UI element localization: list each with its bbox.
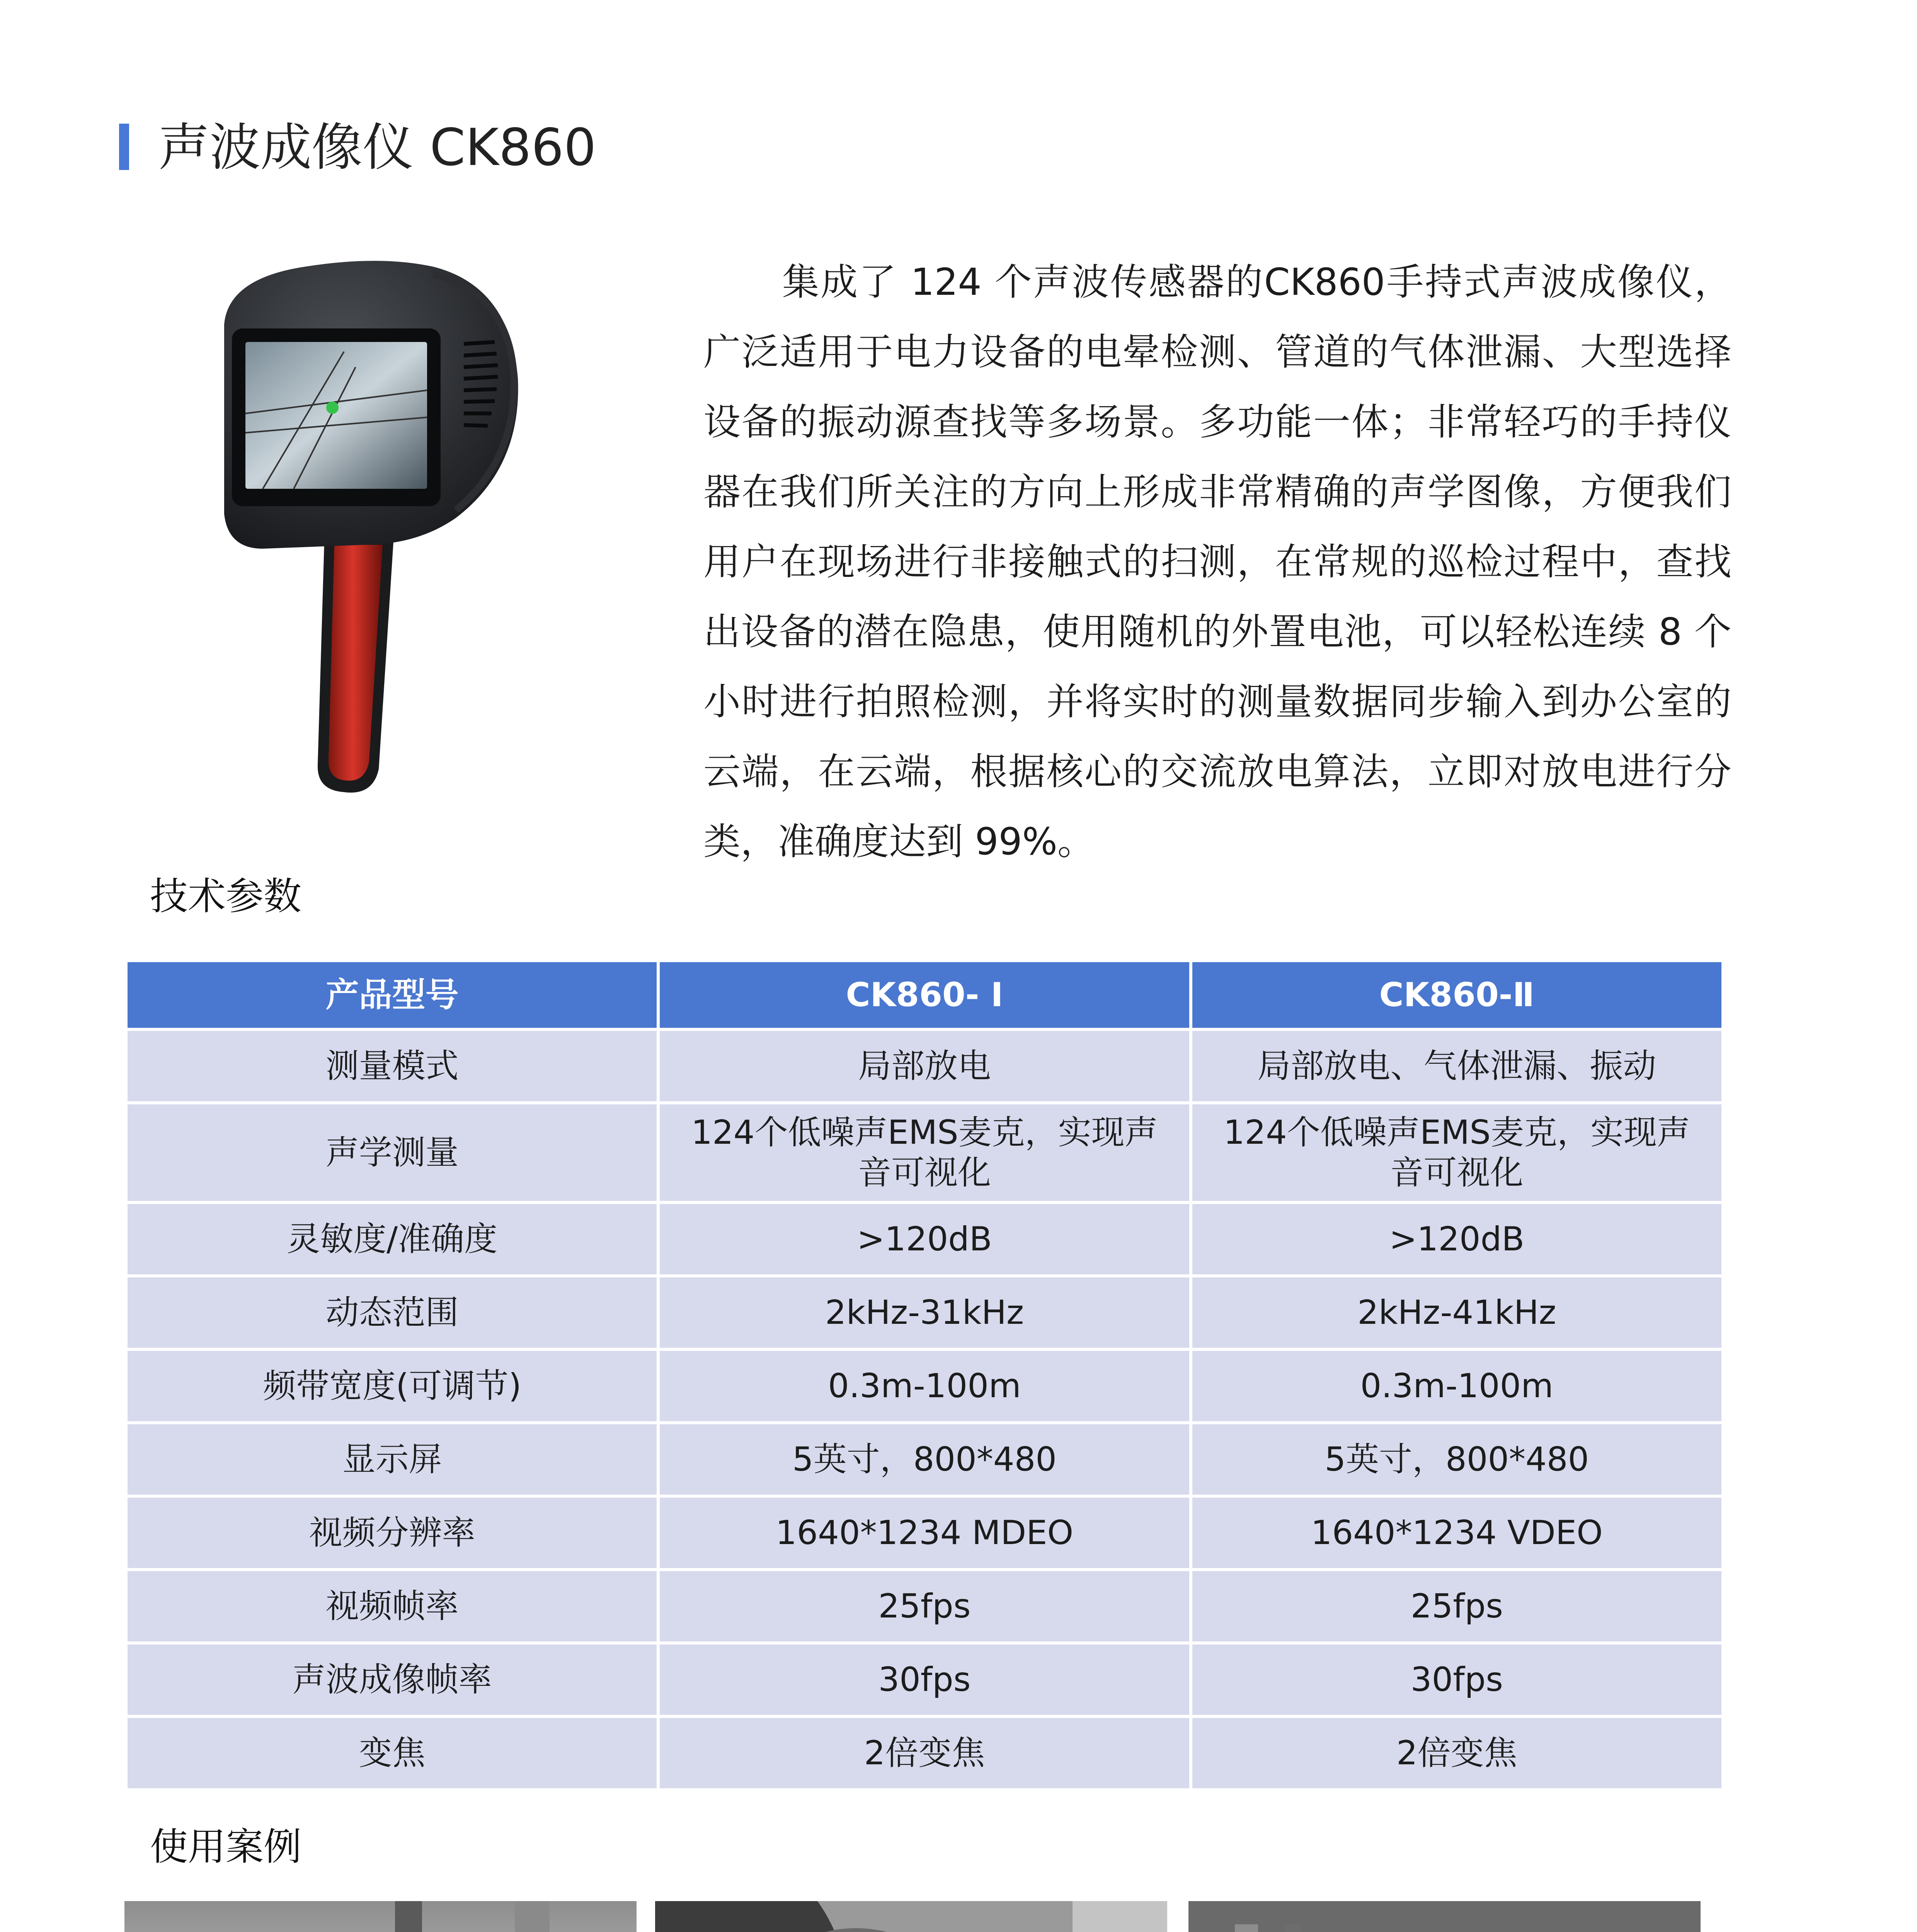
device-photo: [216, 251, 529, 800]
row-label: 视频分辨率: [128, 1498, 657, 1568]
page-title: 声波成像仪 CK860: [158, 118, 596, 177]
cell-value: 局部放电、气体泄漏、振动: [1192, 1031, 1721, 1101]
row-label: 频带宽度(可调节): [128, 1351, 657, 1421]
case-discharge-images: [124, 1901, 637, 1932]
cell-value: 局部放电: [660, 1031, 1189, 1101]
table-row: [128, 1571, 1721, 1641]
cell-value: 5英寸，800*480: [1192, 1424, 1721, 1495]
table-row: [128, 1645, 1721, 1715]
row-label: 视频帧率: [128, 1571, 657, 1641]
cell-value: 30fps: [1192, 1645, 1721, 1715]
case-gas-photo-top: [655, 1901, 1167, 1932]
case-vibration-images: [1188, 1901, 1701, 1932]
cell-value: 2倍变焦: [660, 1718, 1189, 1788]
cell-value: 1640*1234 MDEO: [660, 1498, 1189, 1568]
spec-table: [124, 959, 1725, 1791]
cell-value: 124个低噪声EMS麦克，实现声音可视化: [1192, 1104, 1721, 1201]
cell-value: 2倍变焦: [1192, 1718, 1721, 1788]
row-label: 动态范围: [128, 1277, 657, 1348]
cell-value: >120dB: [660, 1204, 1189, 1274]
row-label: 声学测量: [128, 1104, 657, 1201]
cell-value: 30fps: [660, 1645, 1189, 1715]
table-row: [128, 1498, 1721, 1568]
table-row: [128, 1031, 1721, 1101]
spec-section-title: 技术参数: [150, 874, 302, 918]
cell-value: 124个低噪声EMS麦克，实现声音可视化: [660, 1104, 1189, 1201]
cell-value: 0.3m-100m: [1192, 1351, 1721, 1421]
case-discharge-photo-top: [124, 1901, 637, 1932]
row-label: 测量模式: [128, 1031, 657, 1101]
intro-text: 集成了 124 个声波传感器的CK860手持式声波成像仪，广泛适用于电力设备的电晕检测、管道的气体泄漏、大型选择设备的振动源查找等多场景。多功能一体；非常轻巧的手持仪器在我们所关注的方向上形成非常精确的声学图像，方便我们用户在现场进行非接触式的扫测，在常规的巡检过程中，查找出设备的潜在隐患，使用随机的外置电池，可以轻松连续 8 个小时进行拍照检测，并将实时的测量数据同步输入到办公室的云端，在云端，根据核心的交流放电算法，立即对放电进行分类，准确度达到 99%。: [703, 260, 1731, 863]
header-model: 产品型号: [128, 962, 657, 1028]
row-label: 声波成像帧率: [128, 1645, 657, 1715]
table-row: [128, 1277, 1721, 1348]
cell-value: 25fps: [660, 1571, 1189, 1641]
row-label: 灵敏度/准确度: [128, 1204, 657, 1274]
intro-paragraph: [703, 247, 1731, 877]
table-row: [128, 1351, 1721, 1421]
cell-value: 2kHz-41kHz: [1192, 1277, 1721, 1348]
header-ck860-2: CK860-Ⅱ: [1192, 962, 1721, 1028]
cell-value: >120dB: [1192, 1204, 1721, 1274]
table-row: [128, 1104, 1721, 1201]
table-row: [128, 1424, 1721, 1495]
case-gas-images: [655, 1901, 1167, 1932]
header-ck860-1: CK860- Ⅰ: [660, 962, 1189, 1028]
case-vibration-photo-top: [1188, 1901, 1701, 1932]
cell-value: 25fps: [1192, 1571, 1721, 1641]
title-accent-bar: [119, 124, 129, 170]
row-label: 变焦: [128, 1718, 657, 1788]
cell-value: 1640*1234 VDEO: [1192, 1498, 1721, 1568]
table-row: [128, 1718, 1721, 1788]
cell-value: 5英寸，800*480: [660, 1424, 1189, 1495]
table-row: [128, 1204, 1721, 1274]
table-header-row: [128, 962, 1721, 1028]
cell-value: 0.3m-100m: [660, 1351, 1189, 1421]
cell-value: 2kHz-31kHz: [660, 1277, 1189, 1348]
cases-section-title: 使用案例: [150, 1825, 302, 1869]
row-label: 显示屏: [128, 1424, 657, 1495]
